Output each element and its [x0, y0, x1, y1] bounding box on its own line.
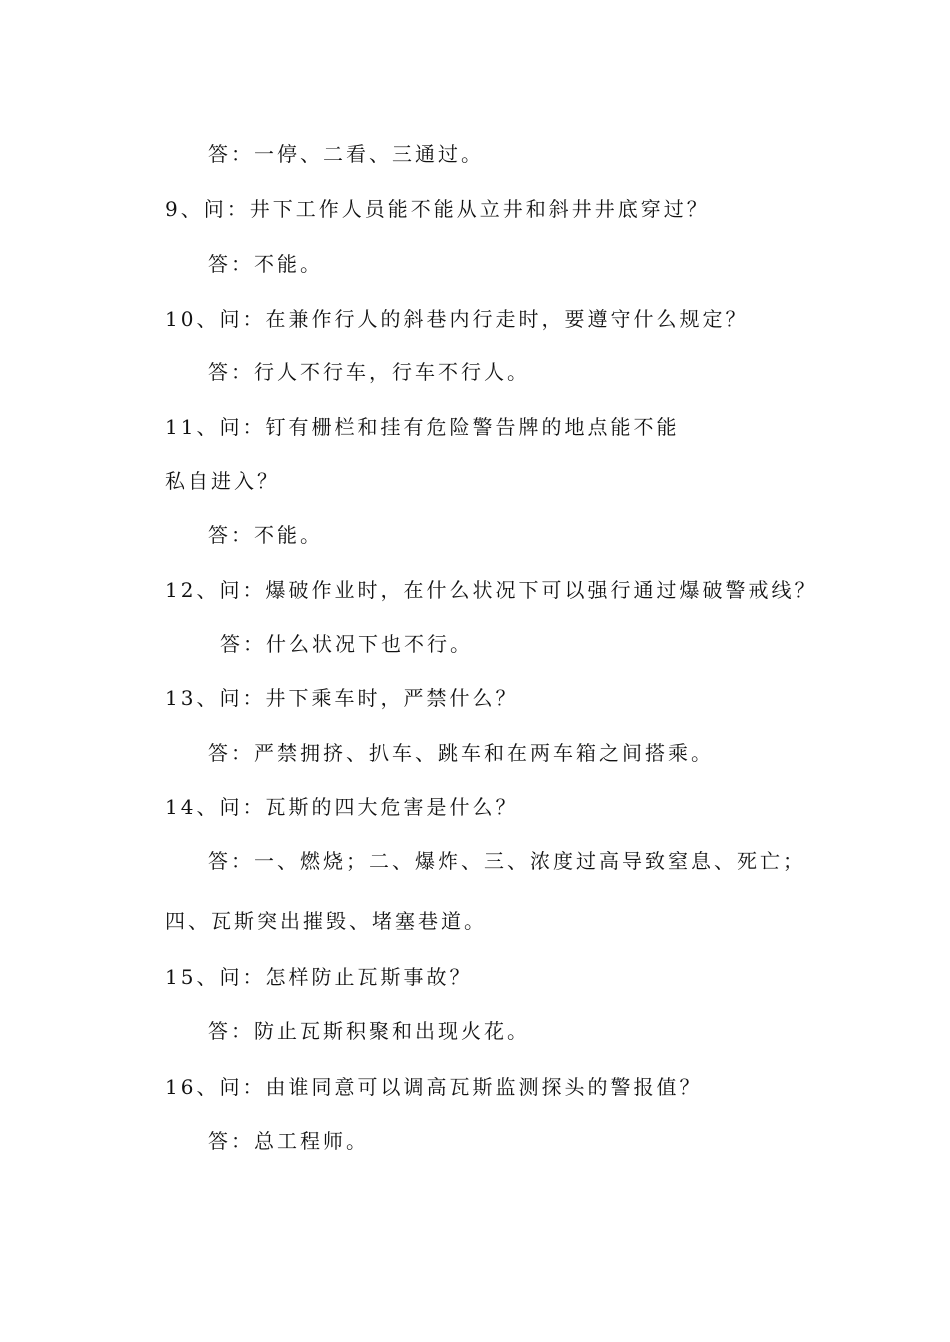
- answer-line: 答：防止瓦斯积聚和出现火花。: [208, 1019, 530, 1043]
- question-line-continued: 私自进入？: [165, 469, 280, 493]
- question-line: 16、问：由谁同意可以调高瓦斯监测探头的警报值？: [165, 1075, 703, 1099]
- answer-line: 答：什么状况下也不行。: [220, 632, 473, 656]
- answer-line: 答：一停、二看、三通过。: [208, 142, 484, 166]
- question-line: 11、问：钉有栅栏和挂有危险警告牌的地点能不能: [165, 415, 680, 439]
- question-line: 12、问：爆破作业时，在什么状况下可以强行通过爆破警戒线？: [165, 578, 818, 602]
- question-line: 15、问：怎样防止瓦斯事故？: [165, 965, 473, 989]
- question-line: 13、问：井下乘车时，严禁什么？: [165, 686, 519, 710]
- answer-line-continued: 四、瓦斯突出摧毁、堵塞巷道。: [165, 909, 487, 933]
- answer-line: 答：总工程师。: [208, 1129, 369, 1153]
- answer-line: 答：严禁拥挤、扒车、跳车和在两车箱之间搭乘。: [208, 741, 714, 765]
- answer-line: 答：行人不行车，行车不行人。: [208, 360, 530, 384]
- question-line: 10、问：在兼作行人的斜巷内行走时，要遵守什么规定？: [165, 307, 749, 331]
- question-line: 9、问：井下工作人员能不能从立井和斜井井底穿过？: [165, 197, 710, 221]
- question-line: 14、问：瓦斯的四大危害是什么？: [165, 795, 519, 819]
- answer-line: 答：不能。: [208, 523, 323, 547]
- answer-line: 答：不能。: [208, 252, 323, 276]
- answer-line: 答：一、燃烧；二、爆炸、三、浓度过高导致窒息、死亡；: [208, 849, 806, 873]
